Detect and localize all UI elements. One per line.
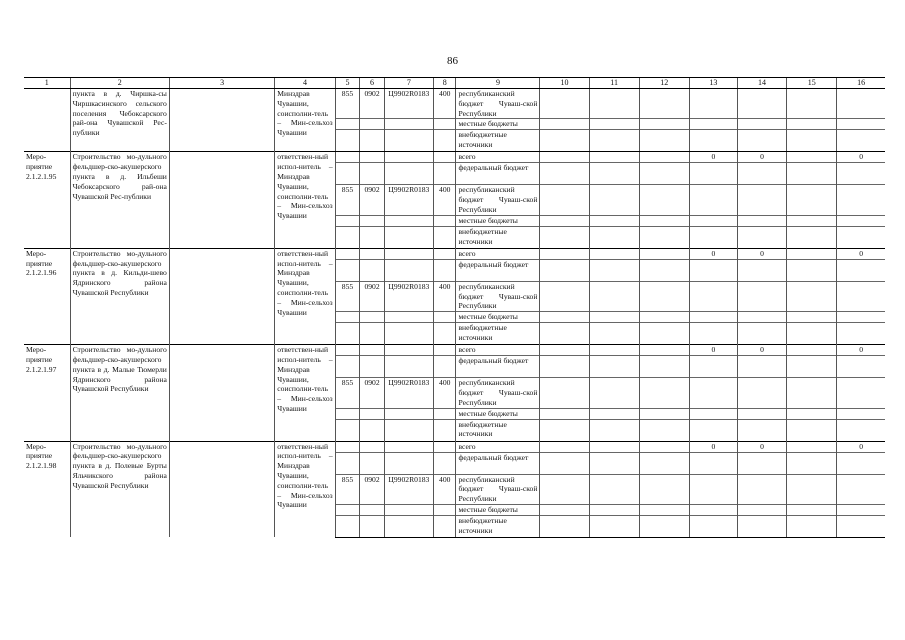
table-row [24,441,885,452]
value-cell: 0 [737,441,786,452]
csr-cell: Ц9902R0183 [384,474,433,504]
column-header: 7 [384,78,433,89]
source-label: местные бюджеты [456,504,540,515]
source-label: республиканский бюджет Чуваш-ской Республики [456,378,540,408]
rzpr-cell: 0902 [360,185,385,215]
source-label: республиканский бюджет Чуваш-ской Республики [456,185,540,215]
table-row [24,345,885,356]
column-header: 5 [335,78,360,89]
column-header: 6 [360,78,385,89]
csr-cell: Ц9902R0183 [384,89,433,119]
column-header: 10 [540,78,589,89]
header-row [24,78,885,89]
page-number: 86 [447,55,458,67]
table-row [24,89,885,119]
source-label: внебюджетные источники [456,515,540,537]
column-header: 14 [737,78,786,89]
table-row [24,248,885,259]
vr-cell: 400 [433,281,456,311]
source-label: республиканский бюджет Чуваш-ской Республики [456,89,540,119]
budget-table [24,77,885,538]
executor-cell: ответствен-ный испол-нитель – Минздрав Чувашии, соисполни-тель – Мин-сельхоз Чувашии [275,152,335,248]
executor-cell: ответствен-ный испол-нитель – Минздрав Чувашии, соисполни-тель – Мин-сельхоз Чувашии [275,248,335,344]
rzpr-cell: 0902 [360,474,385,504]
source-label: внебюджетные источники [456,419,540,441]
value-cell: 0 [837,248,885,259]
source-label: федеральный бюджет [456,356,540,378]
column-header: 13 [689,78,737,89]
rzpr-cell: 0902 [360,281,385,311]
vr-cell: 400 [433,89,456,119]
grbs-cell: 855 [335,474,360,504]
source-label: федеральный бюджет [456,452,540,474]
source-label: всего [456,248,540,259]
column-header: 9 [456,78,540,89]
source-label: республиканский бюджет Чуваш-ской Республики [456,281,540,311]
rzpr-cell: 0902 [360,378,385,408]
source-label: местные бюджеты [456,215,540,226]
measure-name: Строительство мо-дульного фельдшер-ско-акушерского пункта в д. Ильбеши Чебоксарского рай-она Чувашской Рес-публики [70,152,169,248]
source-label: федеральный бюджет [456,259,540,281]
csr-cell: Ц9902R0183 [384,185,433,215]
measure-code: Меро-приятие 2.1.2.1.97 [24,345,70,441]
grbs-cell: 855 [335,89,360,119]
source-label: внебюджетные источники [456,130,540,152]
value-cell: 0 [737,345,786,356]
source-label: местные бюджеты [456,408,540,419]
measure-code: Меро-приятие 2.1.2.1.98 [24,441,70,537]
column-header: 4 [275,78,335,89]
value-cell: 0 [689,441,737,452]
column-header: 12 [639,78,689,89]
value-cell: 0 [837,441,885,452]
column-header: 1 [24,78,70,89]
source-label: внебюджетные источники [456,226,540,248]
value-cell: 0 [837,345,885,356]
value-cell: 0 [837,152,885,163]
measure-name: пункта в д. Чиршка-сы Чиршкасинского сельского поселения Чебоксарского рай-она Чувашской Рес-публики [70,89,169,152]
grbs-cell: 855 [335,185,360,215]
measure-name: Строительство мо-дульного фельдшер-ско-акушерского пункта в д. Полевые Бурты Яльчикского района Чувашской Республики [70,441,169,537]
source-label: всего [456,441,540,452]
vr-cell: 400 [433,185,456,215]
measure-code: Меро-приятие 2.1.2.1.96 [24,248,70,344]
executor-cell: ответствен-ный испол-нитель – Минздрав Чувашии, соисполни-тель – Мин-сельхоз Чувашии [275,441,335,537]
executor-cell: Минздрав Чувашии, соисполни-тель – Мин-сельхоз Чувашии [275,89,335,152]
grbs-cell: 855 [335,281,360,311]
column-header: 8 [433,78,456,89]
value-cell: 0 [689,345,737,356]
column-header: 3 [169,78,274,89]
measure-name: Строительство мо-дульного фельдшер-ско-акушерского пункта в д. Малые Тюмерли Ядринского района Чувашской Республики [70,345,169,441]
value-cell: 0 [737,248,786,259]
column-header: 15 [787,78,837,89]
source-label: республиканский бюджет Чуваш-ской Республики [456,474,540,504]
value-cell: 0 [689,152,737,163]
vr-cell: 400 [433,474,456,504]
source-label: местные бюджеты [456,312,540,323]
column-header: 16 [837,78,885,89]
source-label: местные бюджеты [456,119,540,130]
value-cell: 0 [737,152,786,163]
csr-cell: Ц9902R0183 [384,378,433,408]
csr-cell: Ц9902R0183 [384,281,433,311]
executor-cell: ответствен-ный испол-нитель – Минздрав Чувашии, соисполни-тель – Мин-сельхоз Чувашии [275,345,335,441]
rzpr-cell: 0902 [360,89,385,119]
measure-name: Строительство мо-дульного фельдшер-ско-акушерского пункта в д. Кильди-шево Ядринского района Чувашской Республики [70,248,169,344]
measure-code: Меро-приятие 2.1.2.1.95 [24,152,70,248]
grbs-cell: 855 [335,378,360,408]
source-label: всего [456,345,540,356]
vr-cell: 400 [433,378,456,408]
value-cell: 0 [689,248,737,259]
table-row [24,152,885,163]
column-header: 2 [70,78,169,89]
source-label: федеральный бюджет [456,163,540,185]
source-label: внебюджетные источники [456,323,540,345]
source-label: всего [456,152,540,163]
column-header: 11 [589,78,639,89]
